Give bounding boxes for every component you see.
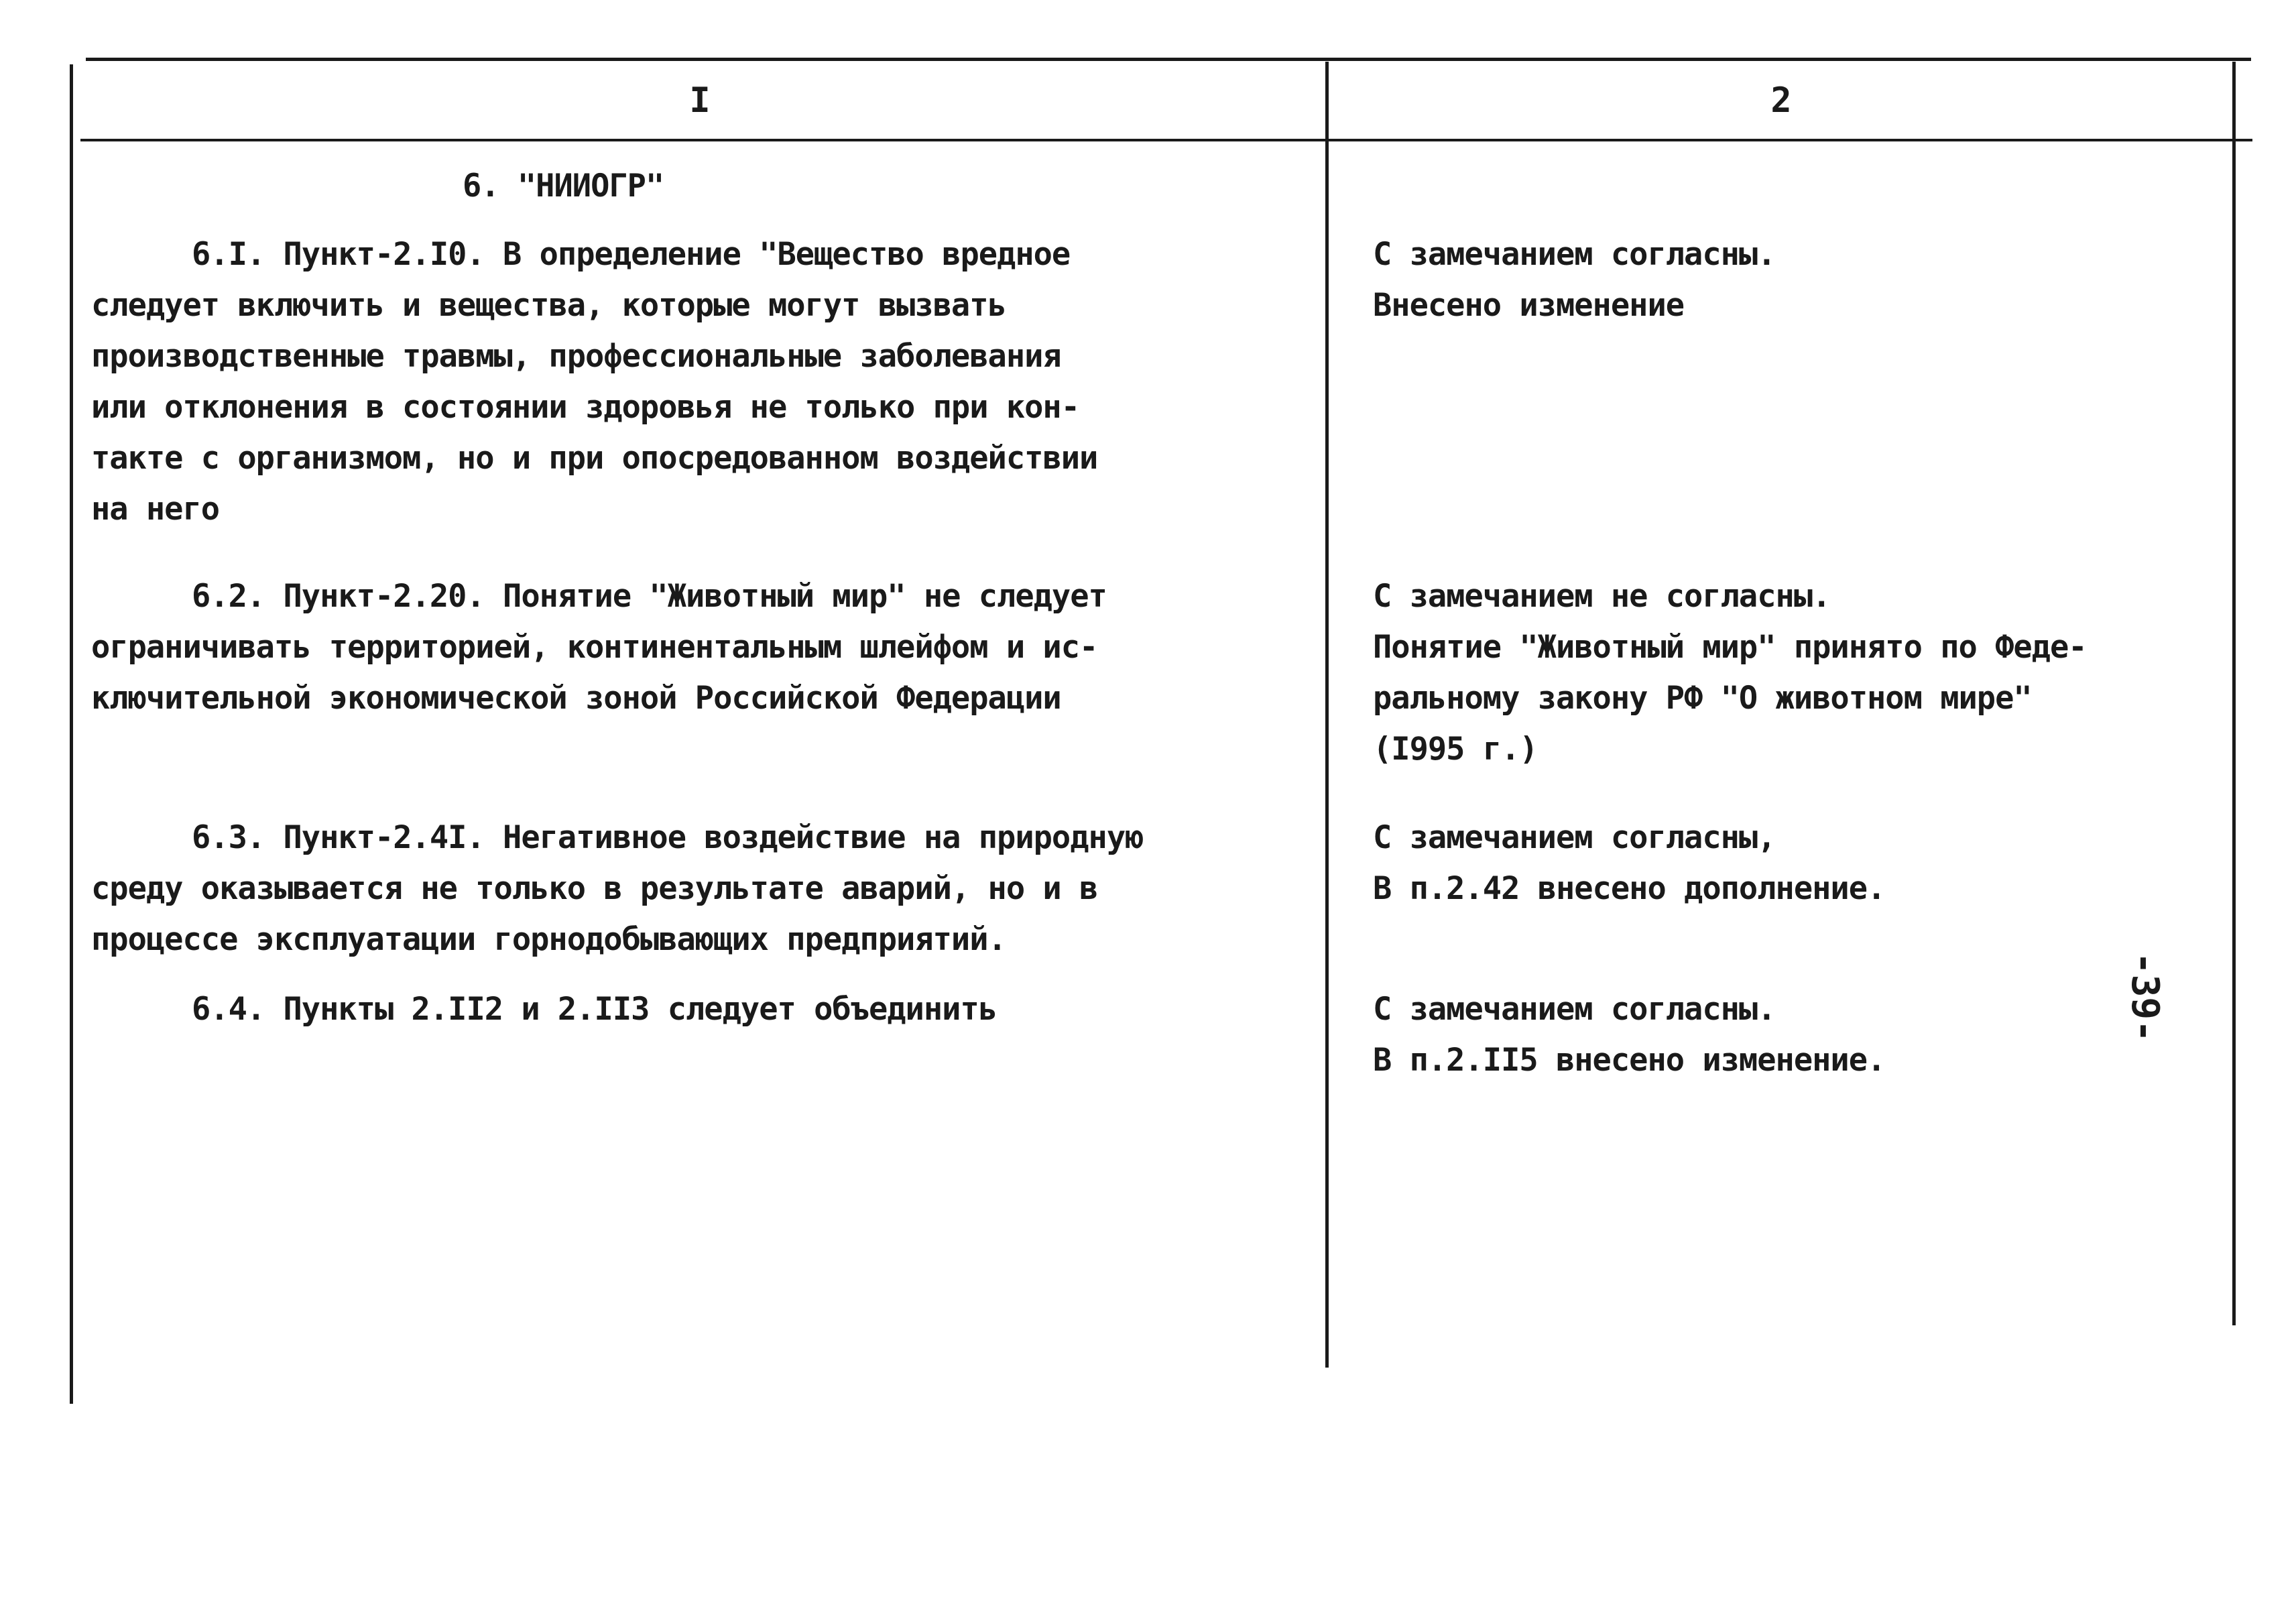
row-3-response [1373,813,1885,914]
text-line: ограничивать территорией, континентальным шлейфом и ис- [91,629,1098,666]
text-line: С замечанием согласны. [1373,991,1776,1028]
text-line: на него [91,491,220,528]
text-line: среду оказывается не только в результате аварий, но и в [91,870,1098,907]
row-1-response [1373,229,1776,331]
text-line: 6.I. Пункт-2.I0. В определение "Вещество вредное [192,236,1071,273]
text-line: Понятие "Животный мир" принято по Феде- [1373,629,2087,666]
table-right-border [2232,62,2236,1325]
column-divider [1325,62,1329,1368]
row-4-response [1373,984,1885,1086]
text-line: В п.2.42 внесено дополнение. [1373,870,1886,907]
table-top-border [86,58,2251,61]
text-line: производственные травмы, профессиональные заболевания [91,338,1061,375]
header-divider [80,139,2252,141]
text-line: следует включить и вещества, которые могут вызвать [91,287,1006,324]
section-title: 6. "НИИОГР" [463,168,664,204]
text-line: С замечанием согласны, [1373,819,1776,856]
page-number: -39- [2123,952,2167,1042]
row-2-remark [91,571,1107,724]
text-line: В п.2.II5 внесено изменение. [1373,1042,1886,1079]
text-line: С замечанием согласны. [1373,236,1776,273]
table-left-border [70,64,73,1404]
text-line: такте с организмом, но и при опосредованном воздействии [91,440,1098,477]
text-line: 6.2. Пункт-2.20. Понятие "Животный мир" не следует [192,578,1107,615]
row-1-remark [91,229,1097,535]
text-line: ральному закону РФ "О животном мире" [1373,680,2032,717]
column-header-2: 2 [1770,80,1792,121]
text-line: ключительной экономической зоной Российской Федерации [91,680,1061,717]
row-2-response [1373,571,2087,775]
text-line: или отклонения в состоянии здоровья не только при кон- [91,389,1080,426]
row-3-remark [91,813,1143,965]
text-line: С замечанием не согласны. [1373,578,1831,615]
text-line: процессе эксплуатации горнодобывающих предприятий. [91,921,1006,958]
column-header-1: I [689,80,711,121]
text-line: Внесено изменение [1373,287,1685,324]
text-line: 6.4. Пункты 2.II2 и 2.II3 следует объединить [192,991,998,1028]
text-line: 6.3. Пункт-2.4I. Негативное воздействие на природную [192,819,1144,856]
row-4-remark [91,984,997,1035]
text-line: (I995 г.) [1373,731,1538,768]
